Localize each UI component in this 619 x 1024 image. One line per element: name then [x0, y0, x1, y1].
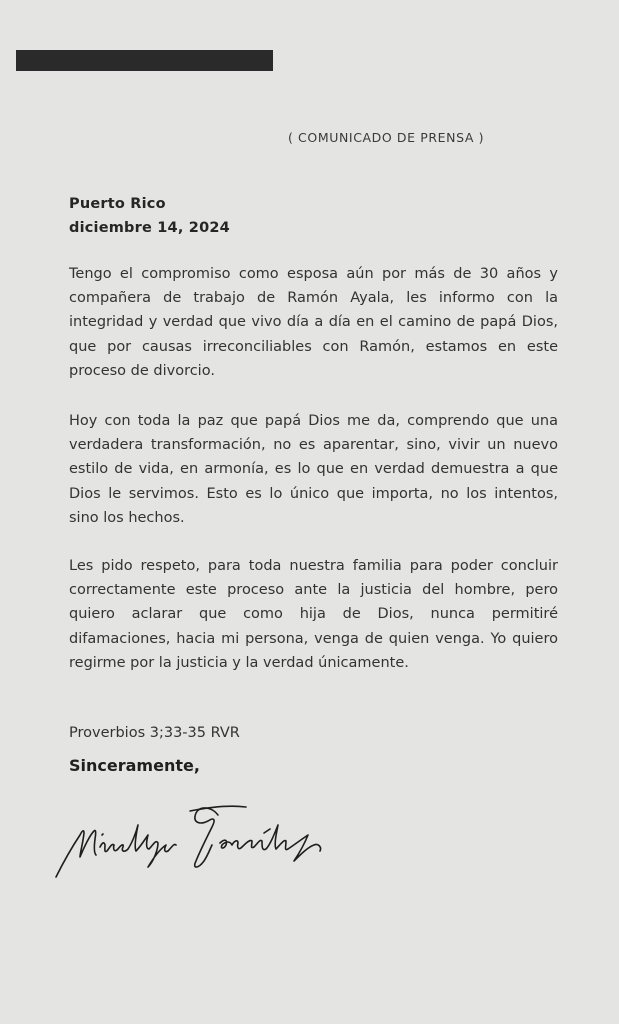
body-paragraph: Les pido respeto, para toda nuestra familia para poder concluir correctamente este proceso ante la justicia del hombre, pero quiero aclarar que como hija de Dios, nunca permitiré difamaciones, hacia mi persona, venga de quien venga. Yo quiero regirme por la justicia y la verdad únicamente. — [69, 558, 558, 671]
date-line: diciembre 14, 2024 — [69, 220, 230, 236]
place-line: Puerto Rico — [69, 196, 166, 212]
closing-line: Sinceramente, — [69, 756, 200, 775]
body-paragraph: Hoy con toda la paz que papá Dios me da, comprendo que una verdadera transformación, no es aparentar, sino, vivir un nuevo estilo de vida, en armonía, es lo que en verdad demuestra a que Dios le servimos. Esto es lo único que importa, no los intentos, sino los hechos. — [69, 413, 558, 526]
bible-reference: Proverbios 3;33-35 RVR — [69, 725, 240, 741]
handwritten-signature — [50, 795, 340, 885]
body-paragraph: Tengo el compromiso como esposa aún por más de 30 años y compañera de trabajo de Ramón Ayala, les informo con la integridad y verdad que vivo día a día en el camino de papá Dios, que por causas irreconciliables con Ramón, estamos en este proceso de divorcio. — [69, 266, 558, 379]
redaction-bar — [16, 50, 273, 71]
press-release-label: ( COMUNICADO DE PRENSA ) — [288, 130, 485, 145]
